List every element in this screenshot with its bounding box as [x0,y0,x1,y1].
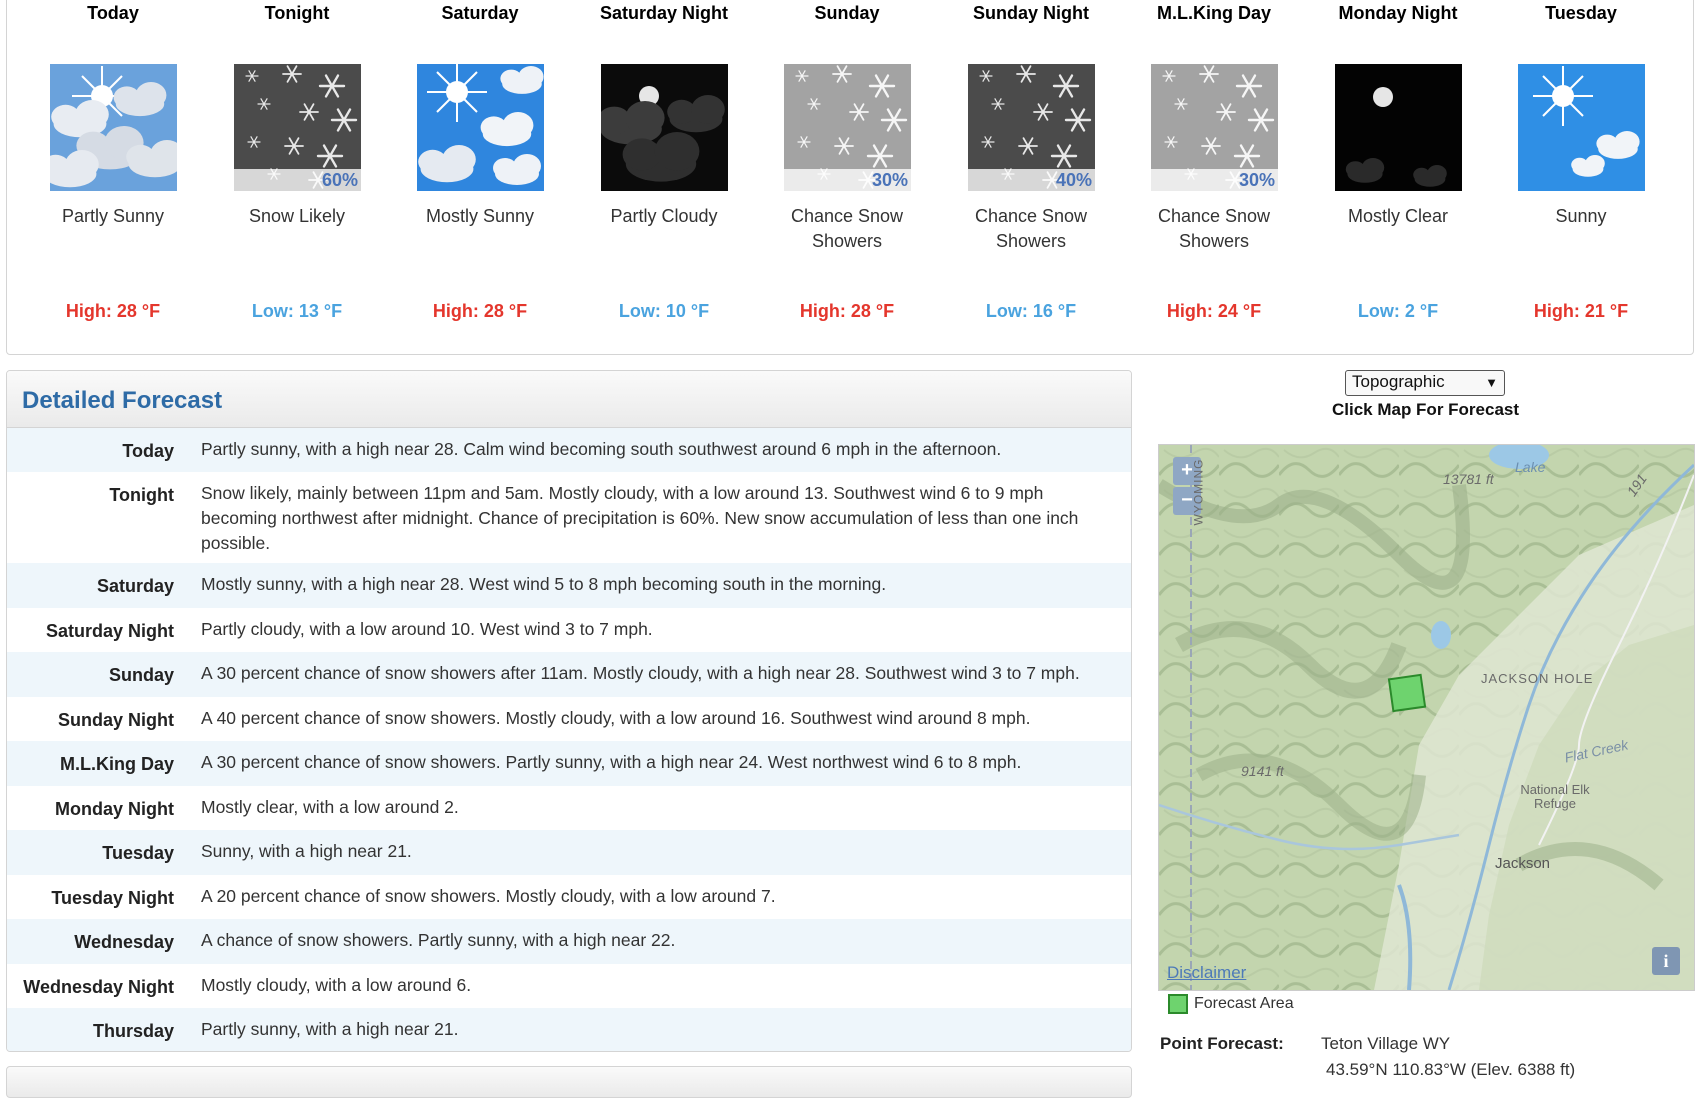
precip-chance: 40% [1055,170,1092,190]
detailed-forecast-row [7,1008,1131,1051]
map-type-select[interactable] [1345,370,1505,396]
snow-night-icon [234,64,361,191]
period-temperature: Low: 13 °F [251,301,343,321]
detailed-forecast-row [7,697,1131,741]
row-period-label: Tuesday [102,843,174,863]
forecast-area-swatch [1168,994,1188,1014]
period-name: Sunday [814,3,880,23]
period-temperature: Low: 2 °F [1357,301,1439,321]
chevron-down-icon: ▼ [1485,375,1498,390]
legend-label: Forecast Area [1194,995,1294,1013]
period-name: Tuesday [1545,3,1617,23]
row-period-label: Tonight [109,485,174,505]
snow-night-icon [968,64,1095,191]
row-forecast-text: Partly sunny, with a high near 21. [201,1019,459,1039]
map-label-road: 191 [1623,470,1650,500]
short-description: Chance Snow Showers [1157,206,1271,251]
detailed-forecast-row [7,875,1131,919]
row-forecast-text: A 40 percent chance of snow showers. Mostly cloudy, with a low around 16. Southwest wind around 8 mph. [201,708,1031,728]
point-forecast-label: Point Forecast: [1160,1034,1284,1053]
row-forecast-text: Partly sunny, with a high near 28. Calm wind becoming south southwest around 6 mph in the afternoon. [201,439,1002,459]
period-name: Today [87,3,139,23]
row-period-label: Wednesday Night [23,977,174,997]
detailed-forecast-panel [6,370,1132,1052]
detailed-forecast-row [7,919,1131,964]
detailed-forecast-row [7,608,1131,652]
short-description: Mostly Clear [1347,206,1449,226]
zoom-in-button[interactable]: + [1173,457,1201,485]
forecast-map[interactable] [1158,444,1695,991]
map-caption: Click Map For Forecast [1331,400,1520,419]
period-temperature: High: 28 °F [432,301,528,321]
period-temperature: Low: 16 °F [985,301,1077,321]
map-label-refuge: National Elk Refuge [1520,782,1590,811]
point-forecast-coords: 43.59°N 110.83°W (Elev. 6388 ft) [1326,1060,1576,1079]
period-name: Sunday Night [973,3,1089,23]
precip-chance: 60% [321,170,358,190]
snow-day-icon [1151,64,1278,191]
detailed-forecast-row [7,652,1131,697]
short-description: Partly Sunny [61,206,165,226]
period-temperature: High: 21 °F [1533,301,1629,321]
row-forecast-text: A 30 percent chance of snow showers. Partly sunny, with a high near 24. West northwest wind 6 to 8 mph. [201,752,1022,772]
map-label-state: WYOMING [1191,458,1206,526]
detailed-forecast-row [7,786,1131,830]
mostly-sunny-icon [417,64,544,191]
row-period-label: Tuesday Night [51,888,174,908]
detailed-forecast-title: Detailed Forecast [22,387,223,414]
row-forecast-text: Partly cloudy, with a low around 10. West wind 3 to 7 mph. [201,619,653,639]
detailed-forecast-row [7,563,1131,608]
row-forecast-text: A chance of snow showers. Partly sunny, with a high near 22. [201,930,676,950]
row-forecast-text: Mostly clear, with a low around 2. [201,797,459,817]
point-forecast-name: Teton Village WY [1321,1034,1451,1053]
row-forecast-text: Sunny, with a high near 21. [201,841,412,861]
short-description: Sunny [1555,206,1607,226]
period-temperature: High: 24 °F [1166,301,1262,321]
topographic-map-graphic [1159,445,1694,990]
row-period-label: Saturday [96,576,174,596]
sunny-icon [1518,64,1645,191]
map-label-jackson-hole: JACKSON HOLE [1481,671,1594,686]
map-legend [1168,994,1294,1014]
map-label-lake: Lake [1515,459,1546,475]
row-period-label: Sunday [108,665,174,685]
snow-day-icon [784,64,911,191]
row-period-label: Thursday [92,1021,174,1041]
mostly-clear-night-icon [1335,64,1462,191]
short-description: Chance Snow Showers [974,206,1088,251]
map-label-jackson: Jackson [1495,855,1551,872]
short-description: Mostly Sunny [425,206,535,226]
map-label-flat-creek: Flat Creek [1563,736,1630,766]
map-label-elevation: 9141 ft [1241,763,1284,779]
row-forecast-text: A 30 percent chance of snow showers after 11am. Mostly cloudy, with a high near 28. Southwest wind 3 to 7 mph. [201,663,1080,683]
period-name: Saturday Night [599,3,728,23]
short-description: Partly Cloudy [610,206,718,226]
detailed-forecast-row [7,428,1131,472]
row-period-label: Today [122,441,174,461]
detailed-forecast-row [7,830,1131,875]
short-description: Snow Likely [248,206,346,226]
row-forecast-text: Snow likely, mainly between 11pm and 5am. Mostly cloudy, with a low around 13. Southwest wind 6 to 9 mph becoming northwest after midnight. Chance of precipitation is 60%. New snow accumulation of less than one inch possible. [201,483,1079,553]
disclaimer-link[interactable]: Disclaimer [1167,963,1247,982]
seven-day-forecast [6,0,1694,355]
row-period-label: Monday Night [55,799,174,819]
period-name: Monday Night [1338,3,1458,23]
period-temperature: High: 28 °F [65,301,161,321]
period-name: M.L.King Day [1156,3,1271,23]
period-name: Saturday [441,3,519,23]
info-button[interactable]: i [1652,947,1680,975]
detailed-forecast-row [7,741,1131,786]
period-name: Tonight [264,3,330,23]
map-label-peak: 13781 ft [1443,471,1494,487]
short-description: Chance Snow Showers [790,206,904,251]
period-temperature: Low: 10 °F [618,301,710,321]
row-period-label: Saturday Night [45,621,174,641]
row-period-label: Sunday Night [58,710,174,730]
partly-cloudy-night-icon [601,64,728,191]
map-type-value: Topographic [1352,372,1445,391]
row-forecast-text: Mostly cloudy, with a low around 6. [201,975,472,995]
precip-chance: 30% [1238,170,1275,190]
period-temperature: High: 28 °F [799,301,895,321]
zoom-out-button[interactable]: − [1173,487,1201,515]
row-forecast-text: A 20 percent chance of snow showers. Mostly cloudy, with a low around 7. [201,886,776,906]
row-forecast-text: Mostly sunny, with a high near 28. West wind 5 to 8 mph becoming south in the morning. [201,574,887,594]
row-period-label: M.L.King Day [59,754,174,774]
precip-chance: 30% [871,170,908,190]
partly-sunny-icon [50,64,177,191]
detailed-forecast-header [7,371,1131,428]
next-panel-header [6,1066,1132,1098]
detailed-forecast-row [7,964,1131,1008]
detailed-forecast-row [7,472,1131,563]
row-period-label: Wednesday [74,932,174,952]
